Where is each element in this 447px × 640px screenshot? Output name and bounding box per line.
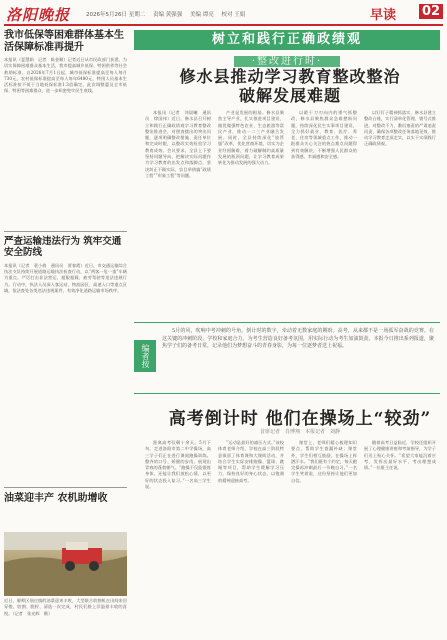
main-story-column-2: 产业是发展的根基。修水县聚焦主导产业，扎实推进项目建设，做优做强特色农业、生态旅游等富民产业，推动一二三产业融合发展。同时，全县持续深化“放管服”改革，优化营商环境，切实为企业纾困解难，着力破解制约高质量发展的瓶颈问题，让学习教育成果转化为推动发展的强大动力。 xyxy=(218,110,284,166)
issue-date: 2026年5月26日 星期二 xyxy=(86,12,146,18)
editor-credit: 责编 黄强强 xyxy=(153,12,183,18)
topic-banner xyxy=(134,30,440,50)
main-headline-line2: 破解发展难题 xyxy=(238,86,341,105)
editor-note-text: 5月的风，吹响中考冲刺的号角。倒计时的数字，牵动着无数家庭的期盼。高考，从来都不是一场孤军奋战的竞赛。在这关键的冲刺阶段，学校和家庭合力，为考生营造良好备考氛围，用实际行动为考生加油鼓劲。本报今日推出系列报道，聚焦学子们的备考日常，记录他们为梦想奋斗的青春身影，为每一位逐梦者送上祝福。 xyxy=(162,328,434,349)
proof-credit: 校对 王娟 xyxy=(221,12,246,18)
left-article-3-headline[interactable]: 油菜迎丰产 农机助增收 xyxy=(4,492,108,504)
newspaper-logo: 洛阳晚报 xyxy=(6,6,71,24)
top-rule xyxy=(4,24,443,26)
second-story-column-2: “运动是最好的减压方式。”该校体育老师介绍，学校在高三阶段特意保留了体育课和大课间活动，并结合学生实际安排跑操、篮球、跳绳等项目，帮助学生缓解学习压力，保持良好的身心状态，以饱满的精神迎接高考。 xyxy=(218,440,284,483)
masthead-meta xyxy=(86,10,251,18)
main-story-column-1: 本报讯（记者 刘晨曦 通讯员 徐国伟）近日，修水县召开树立和践行正确政绩观学习教育整改整治推进会，对照查摆出的突出问题，逐项明确整改措施、责任单位和完成时限，以整改实效检验学习教育成效。会议要求，全县上下要坚持问题导向，把解决实际问题作为学习教育的出发点和落脚点，坚决纠正不顾实际、盲目举债搞“政绩工程”“形象工程”等问题。 xyxy=(145,110,211,178)
left-article-2-body: 本报讯（记者 裴小倩 通讯员 贾春霞）近日，市交通运输综合执法支队持续开展道路运输执法检查行动，以“两客一危一重”车辆为重点，严厉打击非法营运、超限超载、疲劳驾驶等违法违规行为。行动中，执法人员深入客运站、物流园区、高速入口等重点区域，依法查处各类违法违规案件，有效净化道路运输市场秩序。 xyxy=(4,262,127,294)
page-number: 02 xyxy=(419,4,443,19)
left-article-2-headline[interactable]: 严查运输违法行为 筑牢交通安全防线 xyxy=(4,236,122,258)
second-headline[interactable]: 高考倒计时 他们在操场上“较劲” xyxy=(168,409,432,429)
left-article-1-headline[interactable]: 我市低保等困难群体基本生活保障标准再提升 xyxy=(4,30,124,53)
left-article-1-body: 本报讯（夏慧娟 记者 陈金顺）记者近日从市民政部门获悉，为切实保障困难群众基本生活，我市提高城乡低保、特困供养等社会救助标准。自2026年7月1日起，城市低保标准提高至每人每月730元，农村低保标准提高至每人每年6480元，特困人员基本生活标准按不低于当地低保标准1.3倍确定。此次调整惠及全市低保、特困等困难群众，进一步织密兜牢民生底线。 xyxy=(4,57,127,94)
banner-title: 树立和践行正确政绩观 xyxy=(211,32,362,47)
main-story-column-3: 以敢于刀刃向内的勇气抓整改，修水县聚焦群众急难愁盼问题，持续深化民生实事项目建设，全力抓好就业、教育、医疗、养老、住房等领域重点工作，推动一批群众关心关注的热点难点问题得到有效解决，不断增强人民群众的获得感、幸福感和安全感。 xyxy=(291,110,357,160)
rapeseed-harvest-photo xyxy=(4,532,127,596)
main-story-column-4: 以钉钉子精神抓落实，修水县建立整改台账，实行清单化管理、销号式推进，对整改不力、敷衍塞责的严肃追责问责，确保各项整改任务落地见效，推动学习教育走深走实，以实干实绩践行正确政绩观。 xyxy=(364,110,436,147)
main-headline[interactable] xyxy=(145,67,435,105)
divider xyxy=(4,231,127,232)
second-story-column-4: 随着高考日益临近，学校还组织开展了心理健康讲座和考前指导，为学子们送上贴心关怀。“希望大家能沉着应考，发挥出最好水平，考出理想成绩。”一位班主任说。 xyxy=(364,440,436,471)
second-story-byline: 首席记者 肖博翔 本报记者 刘静 xyxy=(260,429,341,435)
left-column xyxy=(4,30,127,504)
design-credit: 美编 谭亮 xyxy=(190,12,214,18)
second-story-column-1: 距离高考仅剩十余天。5月下旬，走进洛阳市第二中学操场，高三学子们正在进行课间跑操训练。整齐的口号、矫健的步伐，展现出青春的蓬勃朝气。“跑操不仅能锻炼身体，还能让我们放松心情，以更好的状态投入复习。”一名高三学生说。 xyxy=(145,440,211,490)
banner-subtitle xyxy=(134,52,440,67)
banner-subtitle-text: ·整改进行时· xyxy=(234,56,340,67)
divider xyxy=(4,487,127,488)
second-story-column-3: 课堂上，老师们精心梳理知识要点，帮助学生查漏补缺；课堂外，学生们相互鼓励，在操场上挥洒汗水。“我们班有个约定，每天跑完操再冲刺最后一节晚自习。”一名学生笑着说，这份坚持让他们更加自信。 xyxy=(291,440,357,483)
editor-note-tag: 编者按 xyxy=(134,340,156,372)
section-title: 早读 xyxy=(370,8,397,23)
photo-caption: 近日，偃师区佃庄镇的油菜迎来丰收，大型联合收割机在田间来回穿梭，收割、脱粒、清选一次完成，村民们脸上洋溢着丰收的喜悦。（记者 张光辉 摄） xyxy=(4,598,127,616)
main-headline-line1: 修水县推动学习教育整改整治 xyxy=(179,67,401,86)
